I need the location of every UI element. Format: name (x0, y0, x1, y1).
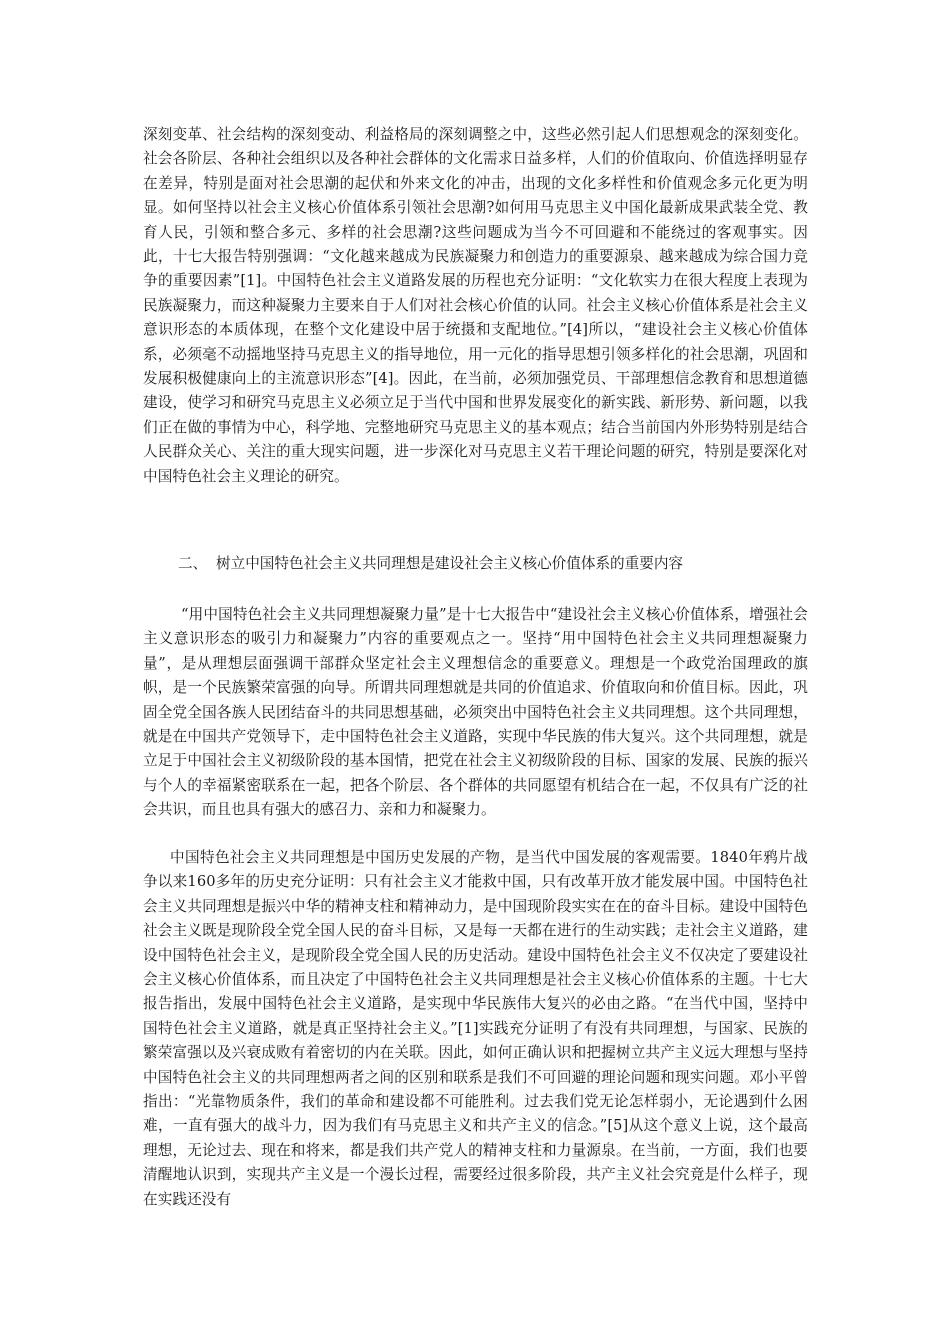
section-number: 二、 (178, 555, 208, 572)
body-paragraph-3: 中国特色社会主义共同理想是中国历史发展的产物，是当代中国发展的客观需要。1840年鸦片战争以来160多年的历史充分证明：只有社会主义才能救中国，只有改革开放才能发展中国。中国特色社会主义共同理想是振兴中华的精神支柱和精神动力，是中国现阶段实实在在的奋斗目标。建设中国特色社会主义既是现阶段全党全国人民的奋斗目标，又是每一天都在进行的生动实践；走社会主义道路，建设中国特色社会主义，是现阶段全党全国人民的历史活动。建设中国特色社会主义不仅决定了要建设社会主义核心价值体系，而且决定了中国特色社会主义共同理想是社会主义核心价值体系的主题。十七大报告指出，发展中国特色社会主义道路，是实现中华民族伟大复兴的必由之路。“在当代中国，坚持中国特色社会主义道路，就是真正坚持社会主义。”[1]实践充分证明了有没有共同理想，与国家、民族的繁荣富强以及兴衰成败有着密切的内在关联。因此，如何正确认识和把握树立共产主义远大理想与坚持中国特色社会主义的共同理想两者之间的区别和联系是我们不可回避的理论问题和现实问题。邓小平曾指出：“光靠物质条件，我们的革命和建设都不可能胜利。过去我们党无论怎样弱小，无论遇到什么困难，一直有强大的战斗力，因为我们有马克思主义和共产主义的信念。”[5]从这个意义上说，这个最高理想，无论过去、现在和将来，都是我们共产党人的精神支柱和力量源泉。在当前，一方面，我们也要清醒地认识到，实现共产主义是一个漫长过程，需要经过很多阶段，共产主义社会究竟是什么样子，现在实践还没有 (143, 849, 808, 1208)
body-paragraph-1: 深刻变革、社会结构的深刻变动、利益格局的深刻调整之中，这些必然引起人们思想观念的深刻变化。社会各阶层、各种社会组织以及各种社会群体的文化需求日益多样，人们的价值取向、价值选择明显存在差异，特别是面对社会思潮的起伏和外来文化的冲击，出现的文化多样性和价值观念多元化更为明显。如何坚持以社会主义核心价值体系引领社会思潮?如何用马克思主义中国化最新成果武装全党、教育人民，引领和整合多元、多样的社会思潮?这些问题成为当今不可回避和不能绕过的客观事实。因此，十七大报告特别强调：“文化越来越成为民族凝聚力和创造力的重要源泉、越来越成为综合国力竞争的重要因素”[1]。中国特色社会主义道路发展的历程也充分证明：“文化软实力在很大程度上表现为民族凝聚力，而这种凝聚力主要来自于人们对社会核心价值的认同。社会主义核心价值体系是社会主义意识形态的本质体现，在整个文化建设中居于统摄和支配地位。”[4]所以，“建设社会主义核心价值体系，必须毫不动摇地坚持马克思主义的指导地位，用一元化的指导思想引领多样化的社会思潮，巩固和发展积极健康向上的主流意识形态”[4]。因此，在当前，必须加强党员、干部理想信念教育和思想道德建设，使学习和研究马克思主义必须立足于当代中国和世界发展变化的新实践、新形势、新问题，以我们正在做的事情为中心，科学地、完整地研究马克思主义的基本观点；结合当前国内外形势特别是结合人民群众关心、关注的重大现实问题，进一步深化对马克思主义若干理论问题的研究，特别是要深化对中国特色社会主义理论的研究。 (143, 126, 808, 485)
section-heading (178, 552, 818, 576)
body-paragraph-2: “用中国特色社会主义共同理想凝聚力量”是十七大报告中“建设社会主义核心价值体系，增强社会主义意识形态的吸引力和凝聚力”内容的重要观点之一。坚持“用中国特色社会主义共同理想凝聚力量”，是从理想层面强调干部群众坚定社会主义理想信念的重要意义。理想是一个政党治国理政的旗帜，是一个民族繁荣富强的向导。所谓共同理想就是共同的价值追求、价值取向和价值目标。因此，巩固全党全国各族人民团结奋斗的共同思想基础，必须突出中国特色社会主义共同理想。这个共同理想，就是在中国共产党领导下，走中国特色社会主义道路，实现中华民族的伟大复兴。这个共同理想，就是立足于中国社会主义初级阶段的基本国情，把党在社会主义初级阶段的目标、国家的发展、民族的振兴与个人的幸福紧密联系在一起，把各个阶层、各个群体的共同愿望有机结合在一起，不仅具有广泛的社会共识，而且也具有强大的感召力、亲和力和凝聚力。 (143, 606, 808, 819)
section-heading-text: 树立中国特色社会主义共同理想是建设社会主义核心价值体系的重要内容 (216, 555, 684, 572)
